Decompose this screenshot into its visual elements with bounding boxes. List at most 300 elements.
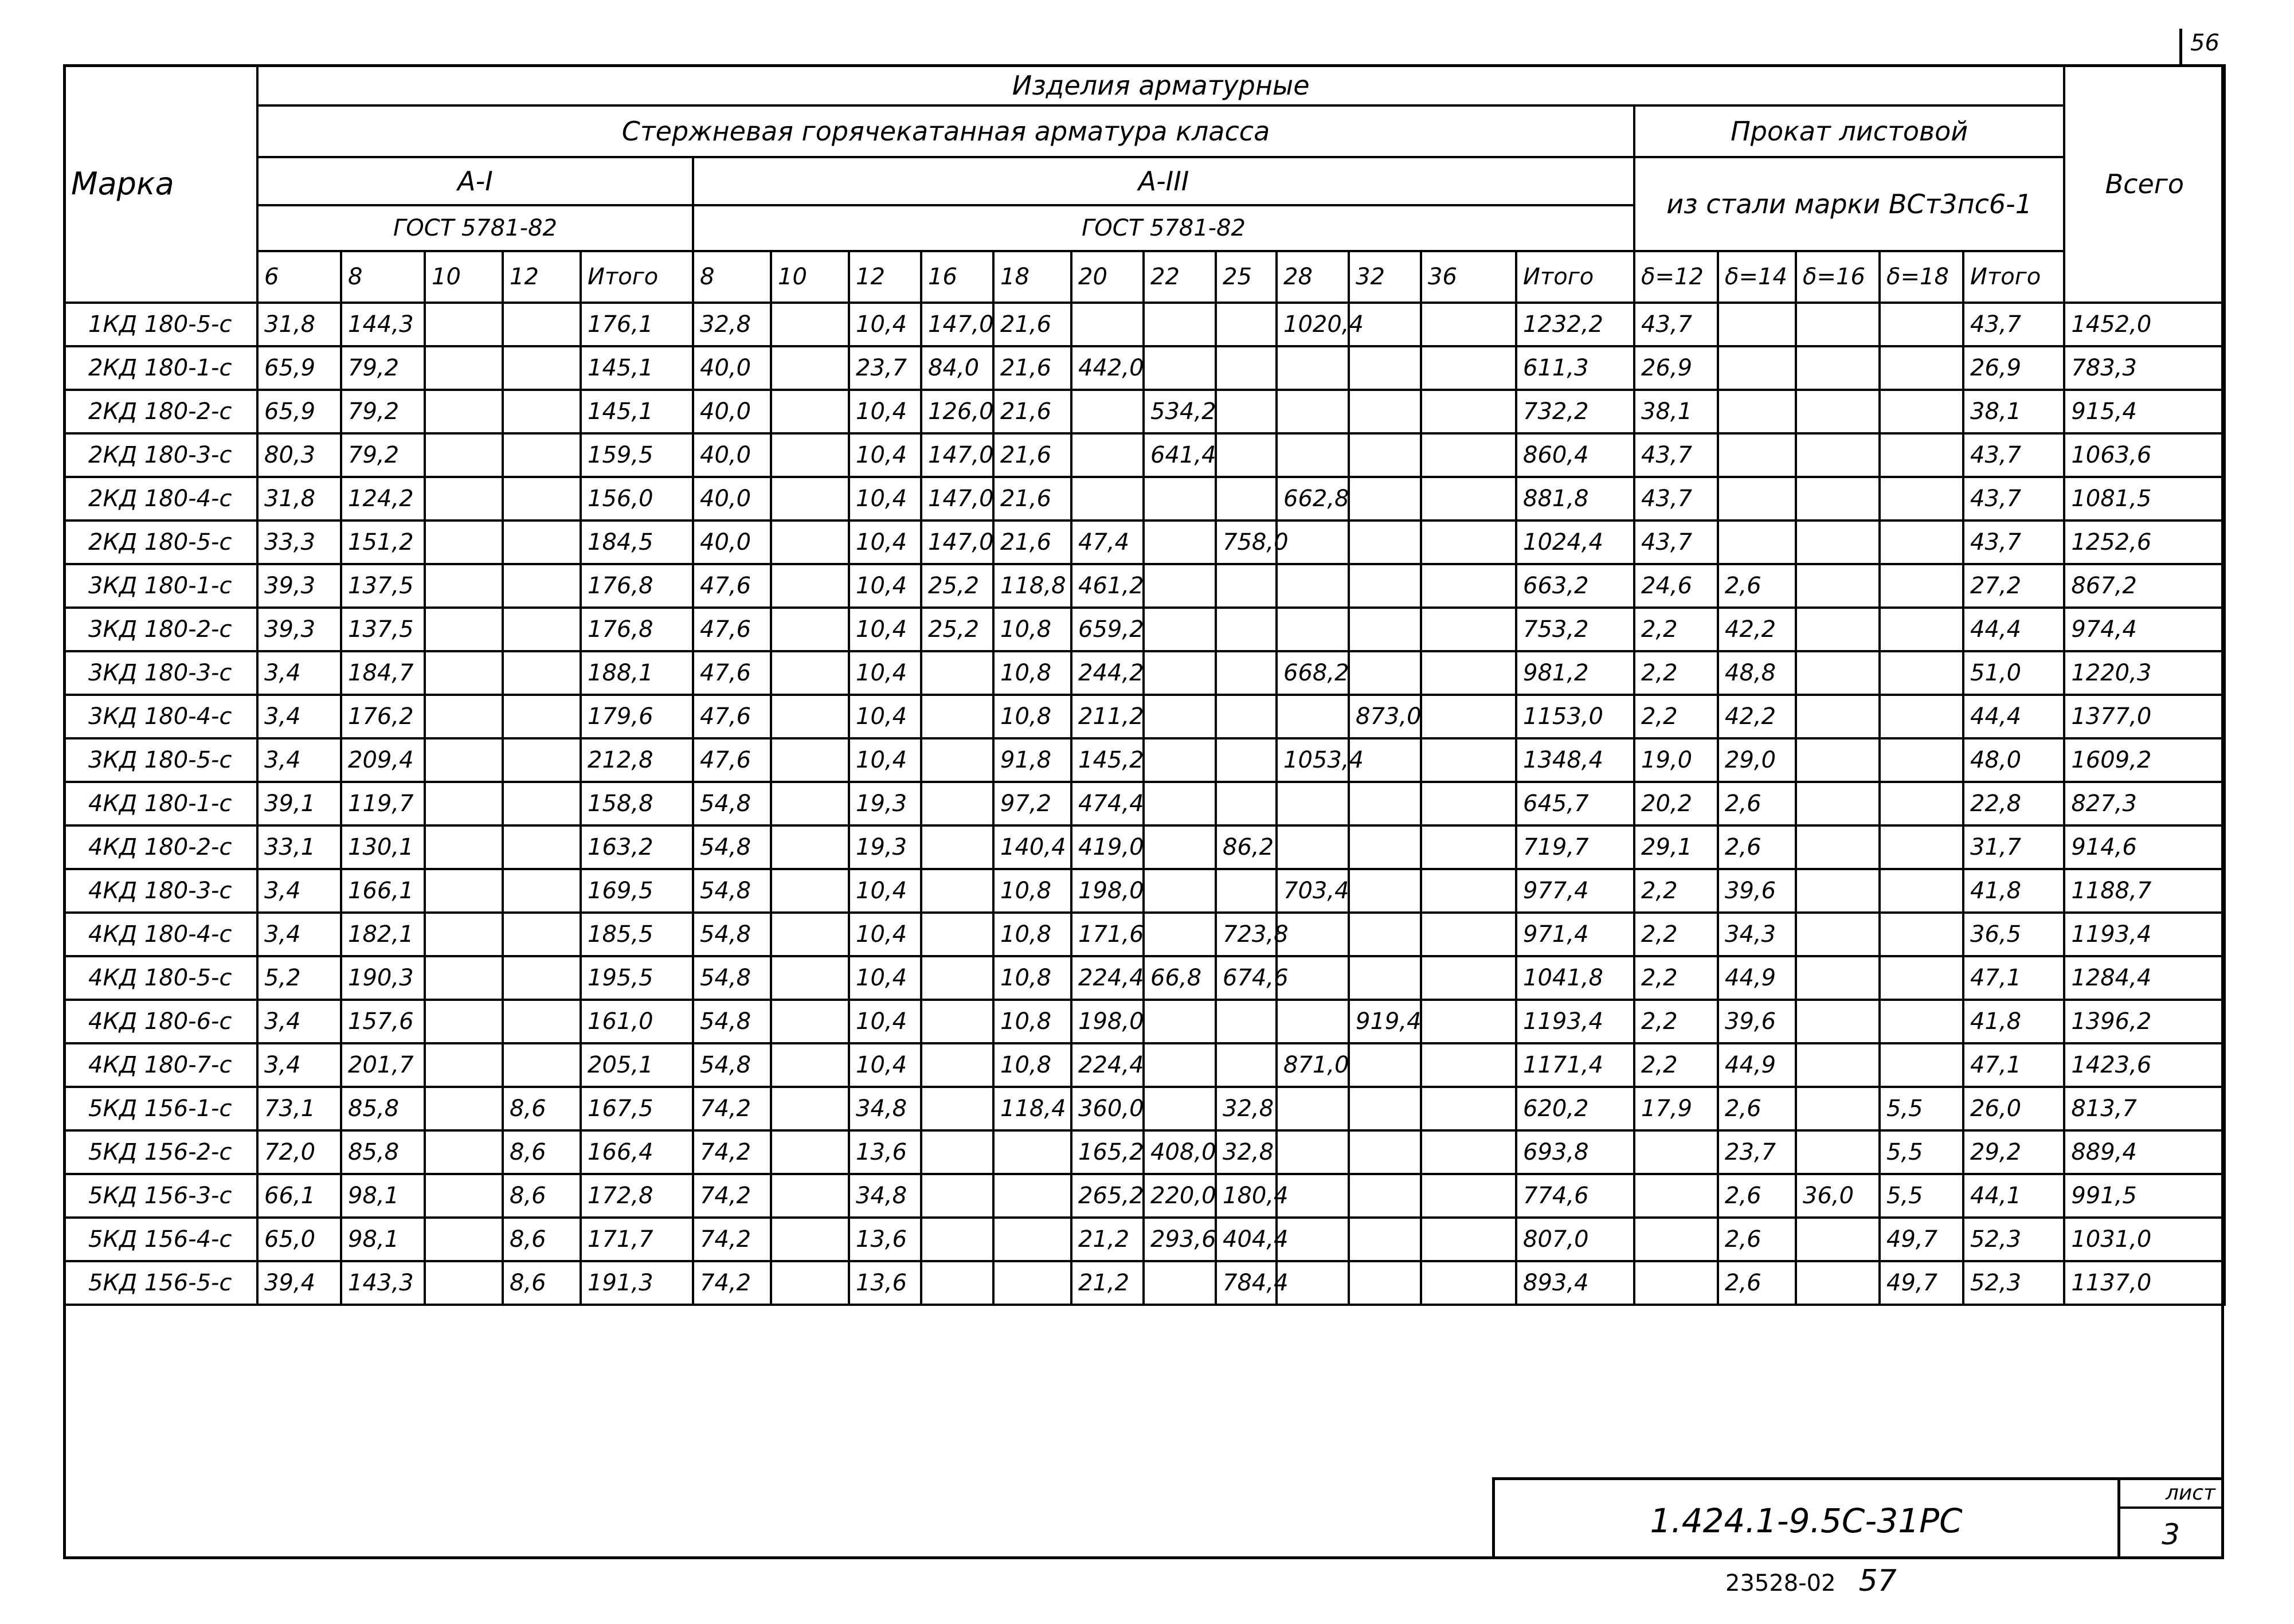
table-cell <box>1634 1261 1718 1305</box>
table-cell: 21,6 <box>993 477 1071 521</box>
table-cell: 54,8 <box>693 1043 771 1087</box>
table-cell: 2,6 <box>1718 825 1796 869</box>
table-cell: 119,7 <box>341 782 425 825</box>
row-total: 1220,3 <box>2064 651 2225 695</box>
row-total: 1396,2 <box>2064 1000 2225 1043</box>
table-cell: 43,7 <box>1963 433 2064 477</box>
header-steel-grade: из стали марки ВСт3пс6-1 <box>1634 157 2064 251</box>
table-cell: 2,6 <box>1718 564 1796 608</box>
table-cell <box>1349 956 1421 1000</box>
table-cell <box>503 521 581 564</box>
row-total: 1377,0 <box>2064 695 2225 738</box>
table-cell <box>1796 1043 1880 1087</box>
table-cell <box>1277 1130 1349 1174</box>
table-cell <box>993 1174 1071 1218</box>
table-cell: 1053,4 <box>1277 738 1349 782</box>
table-cell: 663,2 <box>1516 564 1634 608</box>
table-cell: 10,8 <box>993 913 1071 956</box>
table-cell: 33,3 <box>257 521 341 564</box>
table-cell <box>1421 782 1516 825</box>
table-cell <box>1796 782 1880 825</box>
header-class-a1: A-I <box>257 157 693 205</box>
table-cell: 10,4 <box>849 956 921 1000</box>
table-cell: 732,2 <box>1516 390 1634 433</box>
table-cell <box>1216 782 1277 825</box>
table-cell <box>1144 1087 1216 1130</box>
table-cell <box>425 782 503 825</box>
table-cell <box>425 738 503 782</box>
table-cell: 20,2 <box>1634 782 1718 825</box>
sheet-label: лист <box>2120 1480 2221 1509</box>
table-cell: 971,4 <box>1516 913 1634 956</box>
table-cell <box>1144 1000 1216 1043</box>
table-cell <box>1796 521 1880 564</box>
table-cell: 774,6 <box>1516 1174 1634 1218</box>
table-cell: 91,8 <box>993 738 1071 782</box>
table-cell: 2,2 <box>1634 608 1718 651</box>
table-cell: 981,2 <box>1516 651 1634 695</box>
col-a1-1-header: 8 <box>341 251 425 303</box>
table-cell <box>1796 1087 1880 1130</box>
row-total: 1423,6 <box>2064 1043 2225 1087</box>
table-cell: 98,1 <box>341 1174 425 1218</box>
table-cell: 176,2 <box>341 695 425 738</box>
table-cell <box>771 1000 849 1043</box>
table-cell: 21,6 <box>993 303 1071 346</box>
table-cell: 48,8 <box>1718 651 1796 695</box>
table-cell <box>1880 956 1963 1000</box>
table-cell <box>425 1087 503 1130</box>
table-cell: 2,2 <box>1634 1043 1718 1087</box>
header-gost-a1: ГОСТ 5781-82 <box>257 205 693 251</box>
table-cell: 17,9 <box>1634 1087 1718 1130</box>
table-cell: 74,2 <box>693 1218 771 1261</box>
table-cell <box>771 738 849 782</box>
table-cell <box>921 651 993 695</box>
table-cell: 80,3 <box>257 433 341 477</box>
table-cell: 47,1 <box>1963 1043 2064 1087</box>
table-cell <box>503 1043 581 1087</box>
table-cell <box>1349 651 1421 695</box>
table-cell <box>1421 869 1516 913</box>
table-cell <box>1144 1043 1216 1087</box>
table-cell: 32,8 <box>1216 1087 1277 1130</box>
row-mark: 5КД 156-3-с <box>64 1174 257 1218</box>
table-cell <box>1216 738 1277 782</box>
col-sheet-4-header: Итого <box>1963 251 2064 303</box>
table-cell: 184,7 <box>341 651 425 695</box>
table-cell: 21,6 <box>993 521 1071 564</box>
table-cell <box>771 1043 849 1087</box>
row-total: 1609,2 <box>2064 738 2225 782</box>
table-row <box>64 1130 2225 1174</box>
table-cell: 10,4 <box>849 564 921 608</box>
table-row <box>64 433 2225 477</box>
table-cell <box>1421 1087 1516 1130</box>
table-cell <box>503 477 581 521</box>
table-cell: 145,2 <box>1071 738 1144 782</box>
table-cell: 31,8 <box>257 303 341 346</box>
table-cell <box>1796 390 1880 433</box>
table-cell <box>771 825 849 869</box>
col-a3-7-header: 25 <box>1216 251 1277 303</box>
table-cell <box>921 1218 993 1261</box>
table-cell: 31,8 <box>257 477 341 521</box>
table-cell: 10,4 <box>849 738 921 782</box>
table-cell: 10,4 <box>849 869 921 913</box>
table-cell <box>503 390 581 433</box>
table-cell <box>1796 346 1880 390</box>
table-row <box>64 738 2225 782</box>
table-cell <box>425 608 503 651</box>
table-cell: 2,6 <box>1718 1087 1796 1130</box>
table-cell: 36,0 <box>1796 1174 1880 1218</box>
table-row <box>64 1000 2225 1043</box>
table-cell <box>425 390 503 433</box>
table-cell <box>1796 303 1880 346</box>
table-cell: 8,6 <box>503 1130 581 1174</box>
table-cell: 13,6 <box>849 1130 921 1174</box>
table-cell <box>1071 433 1144 477</box>
table-cell: 169,5 <box>581 869 693 913</box>
row-total: 1081,5 <box>2064 477 2225 521</box>
col-a1-0-header: 6 <box>257 251 341 303</box>
table-cell <box>771 521 849 564</box>
table-cell: 534,2 <box>1144 390 1216 433</box>
col-a3-6-header: 22 <box>1144 251 1216 303</box>
table-cell: 641,4 <box>1144 433 1216 477</box>
table-cell: 2,2 <box>1634 913 1718 956</box>
table-cell <box>1421 390 1516 433</box>
table-cell <box>1880 825 1963 869</box>
table-cell <box>1349 1261 1421 1305</box>
table-cell: 166,1 <box>341 869 425 913</box>
table-cell: 198,0 <box>1071 1000 1144 1043</box>
table-cell <box>425 346 503 390</box>
table-cell <box>1216 1043 1277 1087</box>
table-cell <box>921 869 993 913</box>
table-cell <box>771 608 849 651</box>
table-cell <box>425 869 503 913</box>
table-cell: 171,6 <box>1071 913 1144 956</box>
table-cell <box>1421 956 1516 1000</box>
table-cell: 8,6 <box>503 1218 581 1261</box>
table-cell <box>1880 1043 1963 1087</box>
table-cell <box>771 564 849 608</box>
table-cell <box>425 477 503 521</box>
table-cell: 5,5 <box>1880 1087 1963 1130</box>
table-cell <box>1349 564 1421 608</box>
table-cell: 47,6 <box>693 651 771 695</box>
table-cell <box>503 346 581 390</box>
row-mark: 5КД 156-1-с <box>64 1087 257 1130</box>
table-cell: 293,6 <box>1144 1218 1216 1261</box>
table-cell: 52,3 <box>1963 1261 2064 1305</box>
table-cell <box>921 956 993 1000</box>
row-total: 1137,0 <box>2064 1261 2225 1305</box>
table-cell: 118,8 <box>993 564 1071 608</box>
table-cell: 182,1 <box>341 913 425 956</box>
table-cell <box>1216 390 1277 433</box>
table-cell: 27,2 <box>1963 564 2064 608</box>
row-total: 974,4 <box>2064 608 2225 651</box>
table-cell <box>1349 825 1421 869</box>
table-cell <box>503 651 581 695</box>
table-cell <box>1216 346 1277 390</box>
table-cell <box>921 738 993 782</box>
table-cell: 47,6 <box>693 608 771 651</box>
table-cell <box>1718 433 1796 477</box>
table-cell: 10,8 <box>993 695 1071 738</box>
row-mark: 2КД 180-4-с <box>64 477 257 521</box>
col-a1-2-header: 10 <box>425 251 503 303</box>
table-cell: 157,6 <box>341 1000 425 1043</box>
table-cell <box>771 1174 849 1218</box>
table-cell: 74,2 <box>693 1174 771 1218</box>
table-cell <box>1880 303 1963 346</box>
table-cell: 41,8 <box>1963 1000 2064 1043</box>
table-cell <box>503 1000 581 1043</box>
table-cell: 147,0 <box>921 521 993 564</box>
table-cell: 893,4 <box>1516 1261 1634 1305</box>
table-cell <box>1277 1000 1349 1043</box>
table-cell: 10,4 <box>849 608 921 651</box>
table-cell: 47,1 <box>1963 956 2064 1000</box>
table-cell: 145,1 <box>581 346 693 390</box>
table-cell <box>1880 433 1963 477</box>
col-sheet-0-header: δ=12 <box>1634 251 1718 303</box>
table-cell: 44,9 <box>1718 956 1796 1000</box>
table-cell: 54,8 <box>693 869 771 913</box>
table-cell: 10,8 <box>993 608 1071 651</box>
table-cell: 140,4 <box>993 825 1071 869</box>
table-cell <box>1349 390 1421 433</box>
table-cell: 719,7 <box>1516 825 1634 869</box>
table-cell <box>1071 390 1144 433</box>
table-cell: 147,0 <box>921 433 993 477</box>
table-cell: 79,2 <box>341 390 425 433</box>
table-cell: 184,5 <box>581 521 693 564</box>
table-cell <box>1216 477 1277 521</box>
table-cell: 8,6 <box>503 1087 581 1130</box>
table-cell: 79,2 <box>341 433 425 477</box>
table-cell: 3,4 <box>257 869 341 913</box>
row-mark: 2КД 180-1-с <box>64 346 257 390</box>
table-cell: 84,0 <box>921 346 993 390</box>
col-a3-3-header: 16 <box>921 251 993 303</box>
table-cell: 147,0 <box>921 303 993 346</box>
table-cell: 42,2 <box>1718 695 1796 738</box>
table-cell: 85,8 <box>341 1087 425 1130</box>
table-cell: 474,4 <box>1071 782 1144 825</box>
table-cell <box>1421 346 1516 390</box>
table-cell: 25,2 <box>921 564 993 608</box>
table-cell <box>425 303 503 346</box>
table-cell: 151,2 <box>341 521 425 564</box>
table-cell <box>921 782 993 825</box>
table-cell <box>1796 695 1880 738</box>
table-cell: 43,7 <box>1634 303 1718 346</box>
table-cell: 977,4 <box>1516 869 1634 913</box>
table-cell <box>1718 303 1796 346</box>
table-cell <box>1216 869 1277 913</box>
row-mark: 5КД 156-4-с <box>64 1218 257 1261</box>
table-cell: 212,8 <box>581 738 693 782</box>
table-cell: 753,2 <box>1516 608 1634 651</box>
table-cell <box>1880 1000 1963 1043</box>
table-cell: 33,1 <box>257 825 341 869</box>
table-cell <box>503 825 581 869</box>
table-cell <box>1796 564 1880 608</box>
row-mark: 5КД 156-2-с <box>64 1130 257 1174</box>
table-cell <box>771 956 849 1000</box>
table-cell <box>503 956 581 1000</box>
table-cell: 2,6 <box>1718 1174 1796 1218</box>
table-cell: 1348,4 <box>1516 738 1634 782</box>
table-cell: 126,0 <box>921 390 993 433</box>
row-mark: 2КД 180-3-с <box>64 433 257 477</box>
table-cell: 145,1 <box>581 390 693 433</box>
table-cell: 209,4 <box>341 738 425 782</box>
table-cell: 25,2 <box>921 608 993 651</box>
table-cell <box>1144 346 1216 390</box>
table-cell: 21,6 <box>993 390 1071 433</box>
table-cell: 807,0 <box>1516 1218 1634 1261</box>
table-cell: 23,7 <box>1718 1130 1796 1174</box>
table-cell <box>1421 433 1516 477</box>
row-total: 813,7 <box>2064 1087 2225 1130</box>
table-cell: 758,0 <box>1216 521 1277 564</box>
table-cell: 871,0 <box>1277 1043 1349 1087</box>
table-cell: 5,2 <box>257 956 341 1000</box>
sheet-box <box>2120 1477 2224 1559</box>
table-cell: 176,1 <box>581 303 693 346</box>
table-cell <box>771 782 849 825</box>
top-page-number: 56 <box>2179 29 2230 64</box>
table-cell: 19,3 <box>849 825 921 869</box>
table-cell: 3,4 <box>257 738 341 782</box>
table-cell: 38,1 <box>1963 390 2064 433</box>
table-cell <box>771 303 849 346</box>
table-cell <box>425 1218 503 1261</box>
table-cell: 10,4 <box>849 695 921 738</box>
table-cell <box>1880 782 1963 825</box>
table-cell <box>771 1218 849 1261</box>
header-rod: Стержневая горячекатанная арматура класса <box>257 105 1634 157</box>
table-cell: 1041,8 <box>1516 956 1634 1000</box>
row-mark: 4КД 180-4-с <box>64 913 257 956</box>
table-cell <box>1216 608 1277 651</box>
table-cell: 2,2 <box>1634 1000 1718 1043</box>
table-cell: 5,5 <box>1880 1174 1963 1218</box>
table-cell <box>1796 651 1880 695</box>
table-row <box>64 1174 2225 1218</box>
table-cell <box>1796 477 1880 521</box>
table-cell: 2,2 <box>1634 651 1718 695</box>
table-cell: 10,4 <box>849 1043 921 1087</box>
table-cell: 10,4 <box>849 477 921 521</box>
table-cell <box>425 825 503 869</box>
table-cell: 54,8 <box>693 825 771 869</box>
table-cell <box>1277 782 1349 825</box>
row-mark: 5КД 156-5-с <box>64 1261 257 1305</box>
table-row <box>64 303 2225 346</box>
table-cell: 158,8 <box>581 782 693 825</box>
table-cell <box>1880 477 1963 521</box>
table-cell: 66,8 <box>1144 956 1216 1000</box>
table-cell: 147,0 <box>921 477 993 521</box>
table-cell: 10,4 <box>849 303 921 346</box>
table-cell: 860,4 <box>1516 433 1634 477</box>
table-cell <box>1144 782 1216 825</box>
table-cell: 54,8 <box>693 956 771 1000</box>
table-cell <box>1796 433 1880 477</box>
table-cell: 52,3 <box>1963 1218 2064 1261</box>
table-cell: 220,0 <box>1144 1174 1216 1218</box>
table-cell: 44,4 <box>1963 608 2064 651</box>
table-cell: 205,1 <box>581 1043 693 1087</box>
table-cell: 72,0 <box>257 1130 341 1174</box>
table-cell: 10,4 <box>849 390 921 433</box>
table-cell: 10,4 <box>849 433 921 477</box>
table-cell <box>503 608 581 651</box>
table-cell: 611,3 <box>1516 346 1634 390</box>
table-cell: 29,2 <box>1963 1130 2064 1174</box>
row-mark: 3КД 180-2-с <box>64 608 257 651</box>
table-cell <box>1277 825 1349 869</box>
table-cell <box>771 1261 849 1305</box>
table-cell: 179,6 <box>581 695 693 738</box>
table-cell: 39,6 <box>1718 1000 1796 1043</box>
col-a1-4-header: Итого <box>581 251 693 303</box>
table-cell: 39,3 <box>257 608 341 651</box>
row-mark: 4КД 180-6-с <box>64 1000 257 1043</box>
table-cell: 10,4 <box>849 913 921 956</box>
table-cell: 13,6 <box>849 1261 921 1305</box>
table-cell: 44,9 <box>1718 1043 1796 1087</box>
col-sheet-2-header: δ=16 <box>1796 251 1880 303</box>
table-cell: 461,2 <box>1071 564 1144 608</box>
table-row <box>64 1261 2225 1305</box>
table-cell <box>1796 608 1880 651</box>
row-mark: 3КД 180-4-с <box>64 695 257 738</box>
row-mark: 3КД 180-1-с <box>64 564 257 608</box>
table-cell: 10,4 <box>849 651 921 695</box>
table-cell: 39,4 <box>257 1261 341 1305</box>
table-cell <box>503 564 581 608</box>
table-cell: 54,8 <box>693 1000 771 1043</box>
table-cell: 190,3 <box>341 956 425 1000</box>
table-cell: 419,0 <box>1071 825 1144 869</box>
table-cell: 43,7 <box>1963 477 2064 521</box>
table-cell: 159,5 <box>581 433 693 477</box>
table-cell <box>1421 1218 1516 1261</box>
table-cell <box>1349 608 1421 651</box>
table-cell: 44,4 <box>1963 695 2064 738</box>
table-cell <box>425 1043 503 1087</box>
table-cell: 224,4 <box>1071 1043 1144 1087</box>
table-cell <box>425 1130 503 1174</box>
table-cell: 54,8 <box>693 913 771 956</box>
table-cell: 1153,0 <box>1516 695 1634 738</box>
table-cell: 42,2 <box>1718 608 1796 651</box>
table-cell <box>1349 1043 1421 1087</box>
table-cell: 49,7 <box>1880 1218 1963 1261</box>
table-cell: 98,1 <box>341 1218 425 1261</box>
table-cell <box>921 695 993 738</box>
table-cell <box>1421 608 1516 651</box>
row-total: 991,5 <box>2064 1174 2225 1218</box>
